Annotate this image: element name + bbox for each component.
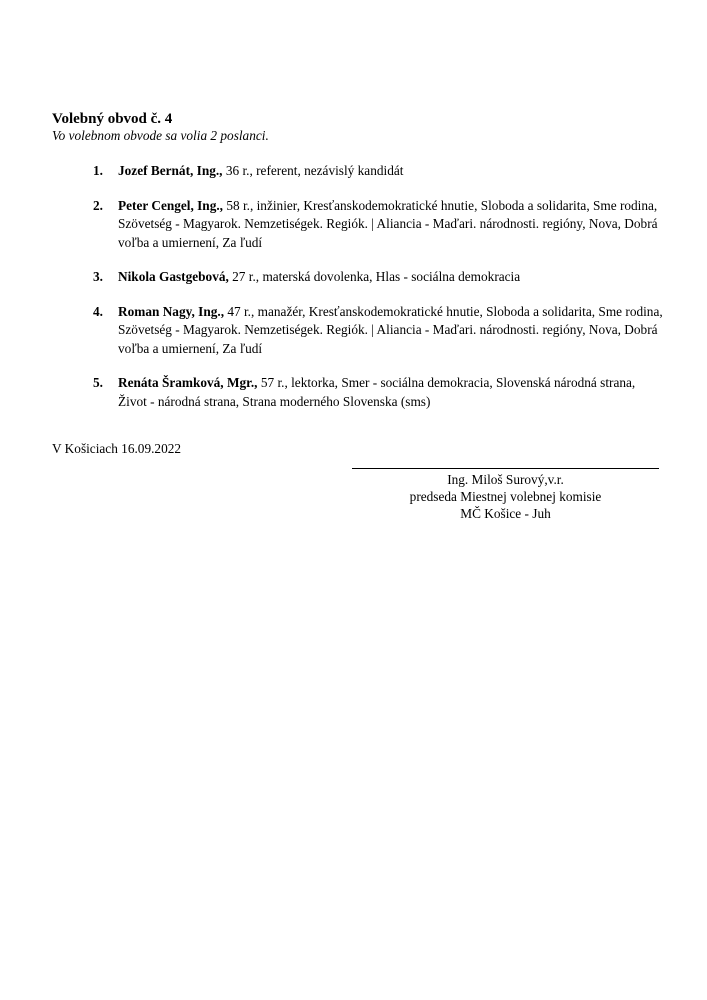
signature-line: [352, 468, 659, 469]
candidate-number: 2.: [93, 197, 103, 213]
candidate-details: 27 r., materská dovolenka, Hlas - sociálna demokracia: [228, 269, 521, 284]
candidate-details: 47 r., manažér, Kresťanskodemokratické hnutie, Sloboda a solidarita, Sme rodina, Szövetség - Magyarok. Nemzetiségek. Regiók. | Aliancia - Maďari. národnosti. regióny, Nova, Dobrá voľba a umiernení, Za ľudí: [118, 303, 663, 356]
signatory-role: predseda Miestnej volebnej komisie: [409, 489, 602, 504]
candidate-number: 1.: [93, 163, 103, 178]
district-heading: Volebný obvod č. 4: [52, 111, 173, 127]
candidate-number: 5.: [93, 375, 103, 390]
candidate-entry: [118, 268, 663, 287]
candidate-item: [0, 268, 707, 287]
district-subheading: Vo volebnom obvode sa volia 2 poslanci.: [52, 128, 269, 143]
signatory-name: Ing. Miloš Surový,v.r.: [447, 472, 564, 487]
candidate-number: 4.: [93, 303, 103, 319]
candidate-entry: [118, 197, 663, 253]
signatory-office: MČ Košice - Juh: [460, 506, 551, 521]
candidate-name: Renáta Šramková, Mgr.,: [118, 375, 258, 390]
candidate-item: [0, 303, 707, 359]
candidate-details: 58 r., inžinier, Kresťanskodemokratické hnutie, Sloboda a solidarita, Sme rodina, Szövetség - Magyarok. Nemzetiségek. Regiók. | Aliancia - Maďari. národnosti. regióny, Nova, Dobrá voľba a umiernení, Za ľudí: [118, 197, 658, 250]
signature-block: [352, 471, 659, 522]
candidate-item: [0, 162, 707, 181]
candidate-details: 57 r., lektorka, Smer - sociálna demokracia, Slovenská národná strana, Život - národná strana, Strana moderného Slovenska (sms): [118, 375, 636, 409]
candidate-name: Jozef Bernát, Ing.,: [118, 163, 223, 178]
candidate-entry: [118, 374, 663, 411]
candidate-list: [0, 162, 707, 427]
candidate-entry: [118, 162, 663, 181]
candidate-name: Roman Nagy, Ing.,: [118, 303, 225, 319]
candidate-name: Peter Cengel, Ing.,: [118, 197, 223, 213]
candidate-details: 36 r., referent, nezávislý kandidát: [222, 163, 404, 178]
place-and-date: V Košiciach 16.09.2022: [52, 441, 182, 456]
candidate-item: [0, 197, 707, 253]
candidate-name: Nikola Gastgebová,: [118, 269, 229, 284]
candidate-entry: [118, 303, 663, 359]
candidate-item: [0, 374, 707, 411]
candidate-number: 3.: [93, 269, 103, 284]
